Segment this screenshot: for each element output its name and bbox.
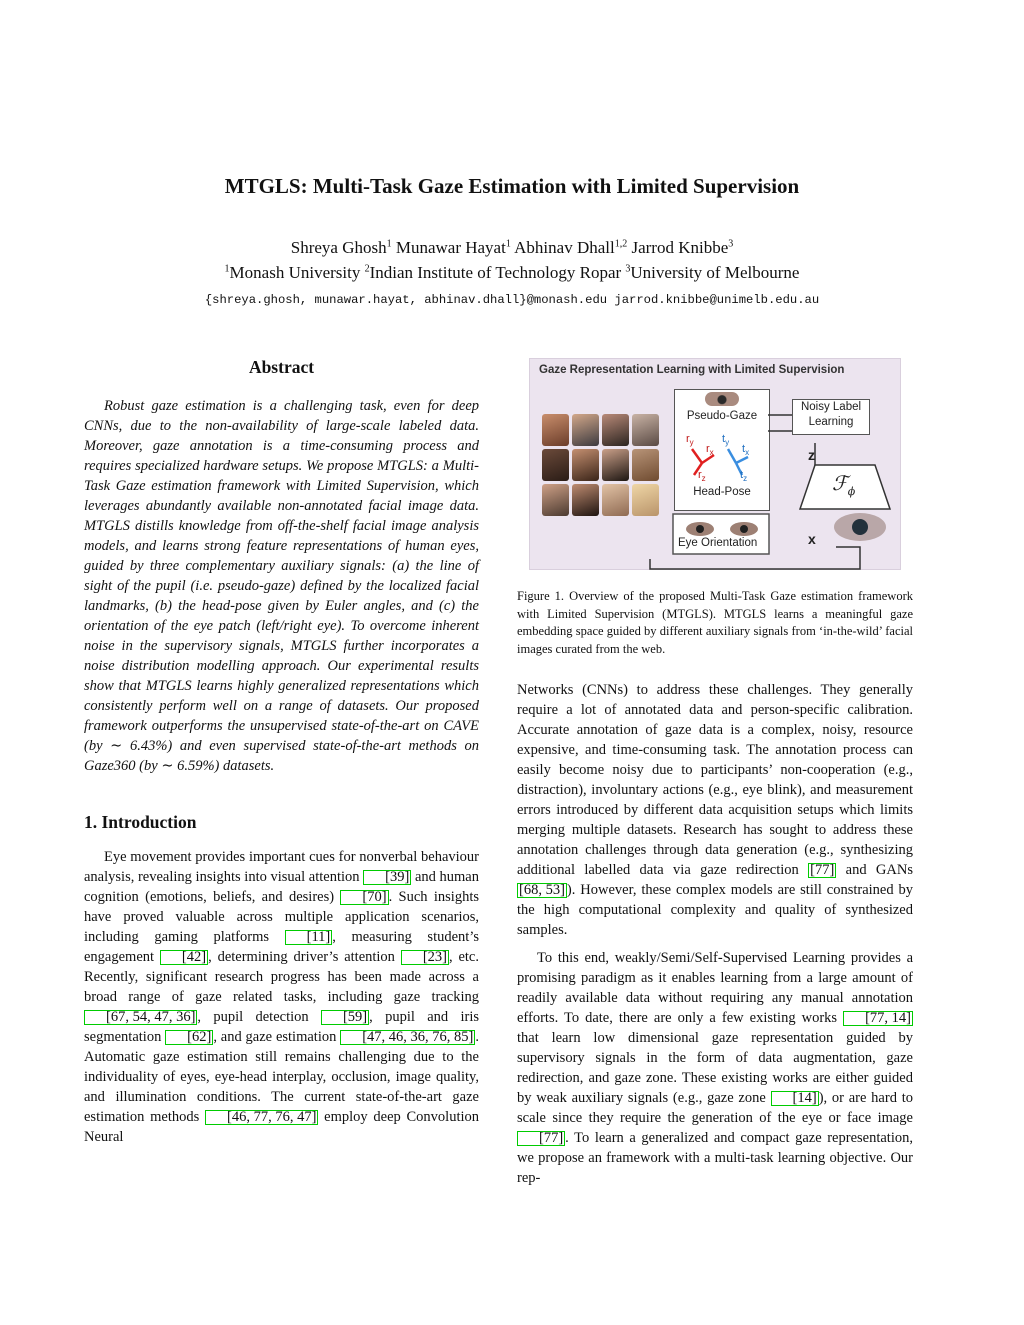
- encoder-f-phi-label: [832, 471, 855, 498]
- axis-label-sub: y: [689, 438, 694, 448]
- citation-link[interactable]: [23]: [401, 950, 449, 965]
- citation-link[interactable]: [70]: [340, 890, 388, 905]
- pupil-right: [740, 525, 748, 533]
- author-sup: 1: [505, 238, 511, 250]
- affiliation-sup: 2: [364, 263, 370, 275]
- paper-title: MTGLS: Multi-Task Gaze Estimation with Limited Supervision: [224, 174, 800, 198]
- citation-link[interactable]: [67, 54, 47, 36]: [84, 1010, 197, 1025]
- eye-orientation-label: Eye Orientation: [678, 537, 758, 549]
- latent-z-label: z: [808, 447, 815, 463]
- axis-label-base: r: [706, 443, 710, 455]
- author-sup: 3: [728, 238, 734, 250]
- right-column: [517, 355, 913, 1188]
- axis-label-ry: [686, 433, 694, 447]
- pseudo-gaze-label: Pseudo-Gaze: [686, 410, 758, 422]
- citation-link[interactable]: [14]: [771, 1091, 819, 1106]
- citation-link[interactable]: [68, 53]: [519, 882, 565, 898]
- author: Shreya Ghosh: [290, 238, 387, 257]
- noisy-label-line1: Noisy Label: [800, 401, 862, 413]
- affiliation-sup: 3: [625, 263, 631, 275]
- axis-label-rz: [698, 469, 706, 483]
- abstract-heading: Abstract: [248, 357, 315, 377]
- encoder-symbol: ℱ: [832, 471, 848, 495]
- left-column: [84, 355, 479, 1147]
- citation-link[interactable]: [42]: [160, 950, 208, 965]
- body-paragraph: To this end, weakly/Semi/Self-Supervised Learning provides a promising paradigm as it enables learning from a large amount of readily available data without requiring any manual annotation efforts. To date, there are only a few existing works [77, 14] that learn low dimensional gaze representation guided by supervisory signals in the form of data augmentation, gaze redirection, and gaze zone. These existing works are either guided by weak auxiliary signals (e.g., gaze zone [14] ), or are hard to scale since they require the generation of the eye or face image [77] . To learn a generalized and compact gaze representation, we propose an framework with a multi-task learning objective. Our rep-: [517, 950, 913, 1186]
- axis-label-sub: z: [701, 474, 706, 484]
- input-eye-pupil: [852, 519, 868, 535]
- citation-link[interactable]: [77, 14]: [843, 1011, 913, 1026]
- axis-label-sub: x: [709, 448, 714, 458]
- affiliation-list: [0, 263, 1024, 283]
- axis-label-base: r: [686, 433, 690, 445]
- affiliation: Monash University: [229, 263, 361, 282]
- encoder-subscript: ϕ: [847, 485, 856, 498]
- body-paragraph: Networks (CNNs) to address these challenges. They generally require a lot of annotated data and person-specific calibration. Accurate annotation of gaze data is a complex, noisy, resource expensive, and time-consuming task. The annotation process can easily become noisy due to participants’ non-cooperation (e.g., distraction), involuntary actions (e.g., eye blink), and measurement errors introduced by different data acquisition setups which limits merging multiple datasets. Research has sought to address these annotation challenges through data generation (e.g., synthesizing additional labelled data via gaze redirection [77] and GANs [68, 53] ). However, these complex models are still constrained by the high computational complexity and quality of synthesized samples.: [517, 682, 913, 938]
- axis-label-base: t: [740, 469, 744, 481]
- input-x-label: x: [808, 531, 816, 547]
- author-sup: 1: [386, 238, 392, 250]
- citation-link[interactable]: [62]: [165, 1030, 213, 1045]
- pupil-left: [696, 525, 704, 533]
- author-emails: {shreya.ghosh, munawar.hayat, abhinav.dhall}@monash.edu jarrod.knibbe@unimelb.edu.au: [204, 293, 820, 307]
- noisy-label-line2: Learning: [808, 416, 854, 428]
- citation-link[interactable]: [47, 46, 36, 76, 85]: [340, 1030, 475, 1045]
- head-pose-label: Head-Pose: [693, 486, 751, 498]
- citation-link[interactable]: [39]: [363, 870, 411, 885]
- axis-label-sub: y: [725, 438, 730, 448]
- intro-paragraph: Eye movement provides important cues for nonverbal behaviour analysis, revealing insights into visual attention [39] and human cognition (emotions, beliefs, and desires) [70] . Such insights have proved valuable across multiple application scenarios, including gaming platforms [11] , measuring student’s engagement [42] , determining driver’s attention [23] , etc. Recently, significant research progress has been made across a broad range of gaze related tasks, including gaze tracking [67, 54, 47, 36] , pupil detection [59] , pupil and iris segmentation [62] , and gaze estimation [47, 46, 36, 76, 85] . Automatic gaze estimation still remains challenging due to the individuality of eyes, eye-head interplay, occlusion, image quality, and illumination conditions. The current state-of-the-art gaze estimation methods [46, 77, 76, 47] employ deep Convolution Neural: [84, 849, 480, 1145]
- axis-label-ty: [722, 433, 729, 447]
- axis-label-sub: x: [745, 448, 750, 458]
- citation-link[interactable]: [59]: [321, 1010, 369, 1025]
- figure-title: Gaze Representation Learning with Limited Supervision: [539, 364, 845, 376]
- abstract-body: Robust gaze estimation is a challenging task, even for deep CNNs, due to the non-availability of large-scale labeled data. Moreover, gaze annotation is a time-consuming process and requires specialized hardware setups. We propose MTGLS: a Multi-Task Gaze estimation framework with Limited Supervision, which leverages abundantly available non-annotated facial image data. MTGLS distills knowledge from off-the-shelf facial image analysis models, and learns strong feature representations of human eyes, guided by three complementary auxiliary signals: (a) the line of sight of the pupil (i.e. pseudo-gaze) defined by the localized facial landmarks, (b) the head-pose given by Euler angles, and (c) the orientation of the eye patch (left/right eye). To overcome inherent noise in the supervisory signals, MTGLS further incorporates a noise distribution modelling approach. Our experimental results show that MTGLS learns highly generalized representations which consistently perform well on a range of datasets. Our proposed framework outperforms the unsupervised state-of-the-art on CAVE (by ∼ 6.43%) and even supervised state-of-the-art methods on Gaze360 (by ∼ 6.59%) datasets.: [84, 398, 479, 774]
- affiliation-sup: 1: [224, 263, 230, 275]
- axis-label-tx: [742, 443, 749, 457]
- affiliation: University of Melbourne: [630, 263, 800, 282]
- author-sup: 1,2: [614, 238, 628, 250]
- axis-label-rx: [706, 443, 714, 457]
- citation-link[interactable]: [77]: [810, 862, 835, 878]
- affiliation: Indian Institute of Technology Ropar: [369, 263, 622, 282]
- axis-label-base: t: [722, 433, 726, 445]
- citation-link[interactable]: [11]: [285, 930, 333, 945]
- author-list: [0, 238, 1024, 258]
- citation-link[interactable]: [77]: [517, 1131, 565, 1146]
- axis-label-sub: z: [743, 474, 748, 484]
- author: Jarrod Knibbe: [631, 238, 729, 257]
- axis-label-tz: [740, 469, 747, 483]
- section-heading-introduction: 1. Introduction: [84, 812, 197, 832]
- author: Abhinav Dhall: [514, 238, 615, 257]
- noisy-label-learning-box: [792, 399, 870, 435]
- axis-label-base: t: [742, 443, 746, 455]
- figure-caption: Figure 1. Overview of the proposed Multi-Task Gaze estimation framework with Limited Supervision (MTGLS). MTGLS learns a meaningful gaze embedding space guided by different auxiliary signals from ‘in-the-wild’ facial images curated from the web.: [517, 589, 913, 656]
- axis-label-base: r: [698, 469, 702, 481]
- author: Munawar Hayat: [395, 238, 506, 257]
- figure-1: [529, 358, 901, 570]
- citation-link[interactable]: [46, 77, 76, 47]: [205, 1110, 318, 1125]
